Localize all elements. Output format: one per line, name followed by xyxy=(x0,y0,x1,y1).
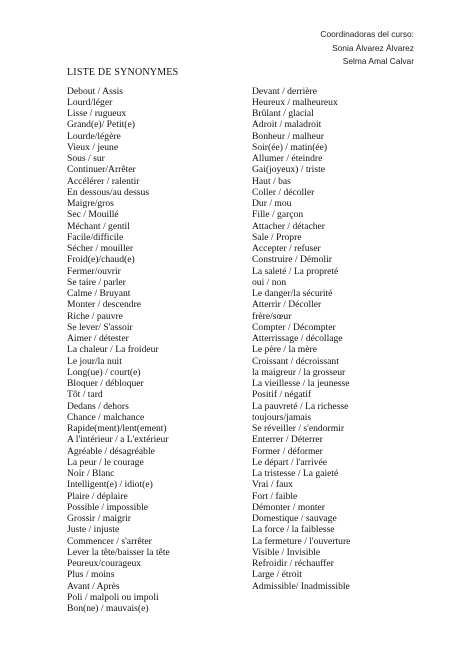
synonym-pair: Rapide(ment)/lent(ement) xyxy=(67,423,167,434)
synonym-pair: Lourde/légère xyxy=(67,130,121,142)
header-line-name-2: Selma Amal Calvar xyxy=(342,56,414,66)
synonym-pair: A l'intérieur / a L'extérieur xyxy=(67,434,169,446)
synonym-pair: Bon(ne) / mauvais(e) xyxy=(67,603,149,614)
synonym-pair: Lourd/léger xyxy=(67,96,113,108)
synonym-pair: Agréable / désagréable xyxy=(67,445,155,457)
synonym-pair: Vieux / jeune xyxy=(67,141,119,153)
synonym-pair: Positif / négatif xyxy=(252,389,312,401)
synonym-pair: Fermer/ouvrir xyxy=(67,265,121,277)
synonym-pair: La peur / le courage xyxy=(67,456,144,468)
synonym-pair: Noir / Blanc xyxy=(67,468,115,479)
synonym-pair: Calme / Bruyant xyxy=(67,288,131,299)
synonym-pair: Commencer / s'arrêter xyxy=(67,535,152,547)
synonym-list-right-column xyxy=(252,86,422,592)
synonym-pair: Le départ / l'arrivée xyxy=(252,456,327,468)
synonym-list-left-column xyxy=(67,86,242,615)
synonym-pair: Froid(e)/chaud(e) xyxy=(67,254,135,266)
synonym-pair: Possible / impossible xyxy=(67,501,149,513)
synonym-pair: toujours/jamais xyxy=(252,411,312,423)
header-line-name-1: Sonia Álvarez Álvarez xyxy=(332,42,414,53)
synonym-pair: Lisse / rugueux xyxy=(67,108,127,119)
synonym-pair: La vieillesse / la jeunesse xyxy=(252,378,350,389)
synonym-pair: Continuer/Arrêter xyxy=(67,164,136,176)
synonym-pair: Construire / Démolir xyxy=(252,254,332,266)
synonym-pair: La pauvreté / La richesse xyxy=(252,400,349,412)
synonym-pair: Sous / sur xyxy=(67,153,105,164)
synonym-pair: Se taire / parler xyxy=(67,276,126,288)
synonym-pair: Large / étroit xyxy=(252,569,302,581)
header-line-coordinators: Coordinadoras del curso: xyxy=(320,29,414,39)
synonym-pair: Sec / Mouillé xyxy=(67,209,119,221)
synonym-pair: Croissant / décroissant xyxy=(252,355,339,367)
synonym-pair: Fille / garçon xyxy=(252,209,304,221)
synonym-pair: Poli / malpoli ou impoli xyxy=(67,591,159,603)
synonym-pair: Enterrer / Déterrer xyxy=(252,434,323,446)
synonym-pair: Bloquer / débloquer xyxy=(67,378,144,389)
synonym-pair: Avant / Après xyxy=(67,580,120,592)
synonym-pair: Grand(e)/ Petit(e) xyxy=(67,119,135,131)
synonym-pair: oui / non xyxy=(252,276,287,288)
synonym-pair: La tristesse / La gaieté xyxy=(252,468,339,479)
synonym-pair: Monter / descendre xyxy=(67,299,142,311)
synonym-pair: Le père / la mère xyxy=(252,344,317,356)
synonym-pair: La fermeture / l'ouverture xyxy=(252,535,351,547)
synonym-pair: Accepter / refuser xyxy=(252,243,321,254)
synonym-pair: Atterrissage / décollage xyxy=(252,333,343,344)
synonym-pair: Accélérer / ralentir xyxy=(67,175,140,187)
synonym-pair: Tôt / tard xyxy=(67,389,103,401)
synonym-pair: La saleté / La propreté xyxy=(252,265,339,277)
synonym-pair: Le jour/la nuit xyxy=(67,355,122,367)
synonym-pair: Le danger/la sécurité xyxy=(252,288,333,299)
synonym-pair: Facile/difficile xyxy=(67,231,124,243)
synonym-pair: Chance / malchance xyxy=(67,411,145,423)
synonym-pair: Vrai / faux xyxy=(252,479,293,491)
synonym-pair: Allumer / éteindre xyxy=(252,153,323,164)
synonym-pair: Intelligent(e) / idiot(e) xyxy=(67,479,153,491)
synonym-pair: Domestique / sauvage xyxy=(252,513,337,524)
synonym-pair: Maigre/gros xyxy=(67,198,114,209)
synonym-pair: Atterrir / Décoller xyxy=(252,299,322,311)
synonym-pair: Lever la tête/baisser la tête xyxy=(67,546,170,558)
synonym-pair: Devant / derrière xyxy=(252,85,317,97)
synonym-pair: Visible / Invisible xyxy=(252,546,321,558)
synonym-pair: frère/sœur xyxy=(252,310,292,322)
synonym-pair: Former / déformer xyxy=(252,445,323,457)
synonym-pair: Gai(joyeux) / triste xyxy=(252,164,325,176)
synonym-pair: Plaire / déplaire xyxy=(67,490,128,502)
synonym-pair: Heureux / malheureux xyxy=(252,96,338,108)
synonym-pair: Bonheur / malheur xyxy=(252,130,324,142)
synonym-pair: Se lever/ S'assoir xyxy=(67,321,133,333)
synonym-pair: la maigreur / la grosseur xyxy=(252,366,346,378)
synonym-pair: Refroidir / réchauffer xyxy=(252,558,334,569)
synonym-pair: Dedans / dehors xyxy=(67,400,129,412)
synonym-pair: Démonter / monter xyxy=(252,501,325,513)
synonym-pair: Admissible/ Inadmissible xyxy=(252,580,350,592)
synonym-pair: Riche / pauvre xyxy=(67,310,123,322)
synonym-pair: Compter / Décompter xyxy=(252,321,336,333)
synonym-pair: La force / la faiblesse xyxy=(252,524,335,536)
synonym-pair: Sale / Propre xyxy=(252,231,302,243)
synonym-pair: Debout / Assis xyxy=(67,85,123,97)
synonym-pair: Grossir / maigrir xyxy=(67,513,131,524)
synonym-pair: Soir(ée) / matin(ée) xyxy=(252,141,328,153)
synonym-pair: Adroit / maladroit xyxy=(252,119,322,131)
synonym-pair: Aimer / détester xyxy=(67,333,129,344)
synonym-pair: Long(ue) / court(e) xyxy=(67,366,141,378)
synonym-pair: Sécher / mouiller xyxy=(67,243,134,254)
synonym-pair: La chaleur / La froideur xyxy=(67,344,159,356)
synonym-pair: Dur / mou xyxy=(252,198,292,209)
synonym-pair: Attacher / détacher xyxy=(252,220,325,232)
synonym-pair: En dessous/au dessus xyxy=(67,186,150,198)
synonym-pair: Haut / bas xyxy=(252,175,291,187)
synonym-pair: Peureux/courageux xyxy=(67,558,142,569)
synonym-pair: Plus / moins xyxy=(67,569,115,581)
synonym-pair: Brûlant / glacial xyxy=(252,108,314,119)
synonym-pair: Méchant / gentil xyxy=(67,220,130,232)
document-title: LISTE DE SYNONYMES xyxy=(67,67,179,78)
synonym-pair: Fort / faible xyxy=(252,490,298,502)
synonym-pair: Coller / décoller xyxy=(252,186,315,198)
course-coordinators-header xyxy=(320,28,414,69)
synonym-pair: Juste / injuste xyxy=(67,524,120,536)
synonym-pair: Se réveiller / s'endormir xyxy=(252,423,345,434)
